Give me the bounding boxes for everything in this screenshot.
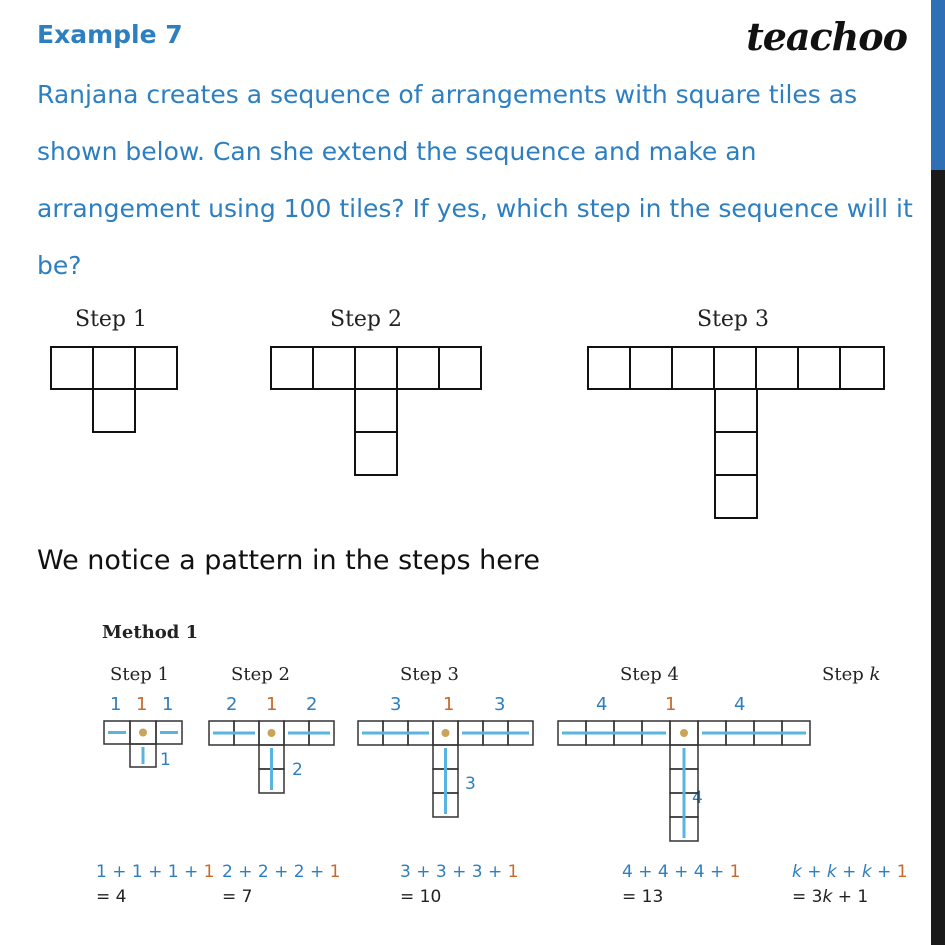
- method-step-4-label: Step 4: [620, 664, 679, 685]
- s2-left-count: 2: [226, 694, 238, 715]
- sk-sum: k + k + k + 1: [792, 862, 908, 882]
- s1-right-count: 1: [162, 694, 174, 715]
- figure1-step-3-label: Step 3: [697, 307, 770, 332]
- step-k-var: k: [869, 664, 881, 685]
- s1-left-count: 1: [110, 694, 122, 715]
- s1-sum-arms: 1 + 1 + 1 +: [96, 862, 204, 882]
- problem-line-1: Ranjana creates a sequence of arrangements with square tiles as: [37, 80, 858, 109]
- s4-right-count: 4: [734, 694, 746, 715]
- s4-center-count: 1: [665, 694, 677, 715]
- sk-result: = 3k + 1: [792, 887, 869, 907]
- s3-right-count: 3: [494, 694, 506, 715]
- s1-sum: [96, 862, 214, 882]
- method-step-4-center-dot: [680, 729, 688, 737]
- s4-sum: [622, 862, 740, 882]
- method-step-1-center-dot: [139, 729, 147, 737]
- figure1-step-1-label: Step 1: [75, 307, 148, 332]
- method-step-2-label: Step 2: [231, 664, 290, 685]
- s2-stem-count: 2: [292, 760, 303, 780]
- s3-left-count: 3: [390, 694, 402, 715]
- s2-sum-center: 1: [329, 862, 341, 882]
- method-title: Method 1: [102, 622, 199, 643]
- scrollbar-thumb[interactable]: [931, 0, 945, 170]
- example-title: Example 7: [37, 20, 183, 49]
- s2-sum: [222, 862, 340, 882]
- method-step-1-label: Step 1: [110, 664, 169, 685]
- s1-result: = 4: [96, 887, 127, 907]
- method-step-3-label: Step 3: [400, 664, 459, 685]
- s1-center-count: 1: [136, 694, 148, 715]
- teachoo-logo: teachoo: [746, 14, 907, 59]
- s2-right-count: 2: [306, 694, 318, 715]
- problem-line-3: arrangement using 100 tiles? If yes, which step in the sequence will it: [37, 194, 913, 223]
- s4-left-count: 4: [596, 694, 608, 715]
- method-step-3-center-dot: [442, 729, 450, 737]
- notice-text: We notice a pattern in the steps here: [37, 545, 540, 576]
- s2-result: = 7: [222, 887, 253, 907]
- s4-sum-arms: 4 + 4 + 4 +: [622, 862, 730, 882]
- s2-center-count: 1: [266, 694, 278, 715]
- s4-sum-center: 1: [729, 862, 741, 882]
- figure1-step-2-label: Step 2: [330, 307, 403, 332]
- s4-result: = 13: [622, 887, 664, 907]
- s3-center-count: 1: [443, 694, 455, 715]
- s4-stem-count: 4: [692, 788, 703, 808]
- s1-stem-count: 1: [160, 750, 171, 770]
- s2-sum-arms: 2 + 2 + 2 +: [222, 862, 330, 882]
- method-step-2-center-dot: [268, 729, 276, 737]
- s1-sum-center: 1: [203, 862, 215, 882]
- s3-sum-arms: 3 + 3 + 3 +: [400, 862, 508, 882]
- s3-sum-center: 1: [507, 862, 519, 882]
- problem-line-2: shown below. Can she extend the sequence and make an: [37, 137, 757, 166]
- s3-sum: [400, 862, 518, 882]
- s3-stem-count: 3: [465, 774, 476, 794]
- problem-line-4: be?: [37, 251, 82, 280]
- step-k-prefix: Step: [822, 664, 870, 685]
- s3-result: = 10: [400, 887, 442, 907]
- scrollbar-track[interactable]: [931, 170, 945, 945]
